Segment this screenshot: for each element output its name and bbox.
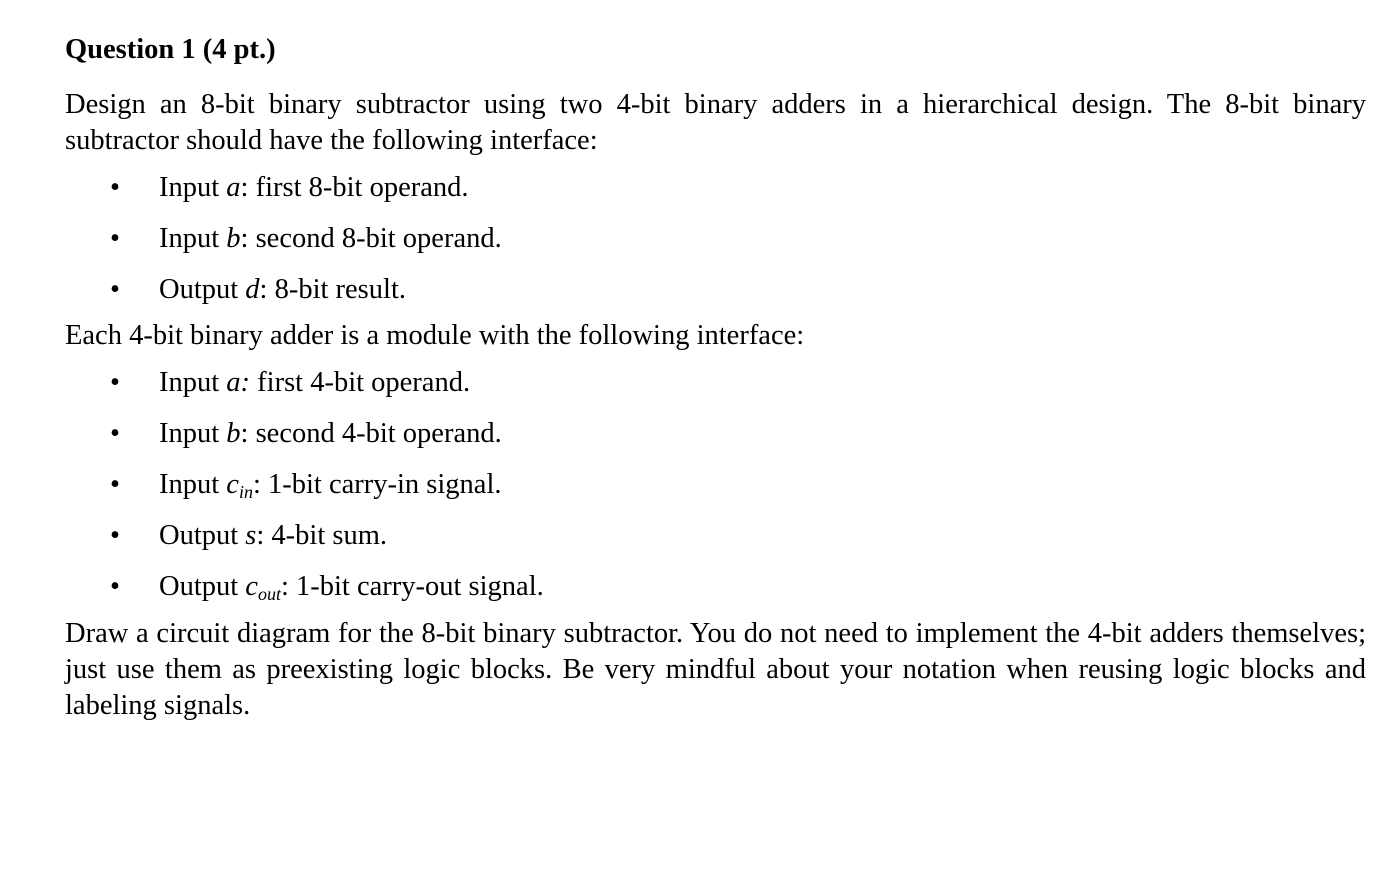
bullet-glyph: • xyxy=(110,571,120,602)
signal-subscript: in xyxy=(238,482,253,502)
list-item: • Output $c_{out}$: 1-bit carry-out signal. xyxy=(65,567,1366,607)
list-item: • Input b: second 4-bit operand. xyxy=(65,414,1366,465)
list-item: • Input $c_{in}$: 1-bit carry-in signal. xyxy=(65,465,1366,516)
question-document xyxy=(65,30,1366,724)
bullet-glyph: • xyxy=(110,223,120,254)
signal-name: a: xyxy=(226,367,251,398)
list-item: • Input a: first 8-bit operand. xyxy=(65,168,1366,219)
bullet-glyph: • xyxy=(110,367,120,398)
signal-subscript: out xyxy=(257,584,281,604)
closing-paragraph: Draw a circuit diagram for the 8-bit binary subtractor. You do not need to implement the 4-bit adders themselves; just use them as preexisting logic blocks. Be very mindful about your notation when reusing logic blocks and labeling signals. xyxy=(65,618,1366,721)
list-item: • Output s: 4-bit sum. xyxy=(65,516,1366,567)
signal-name: s xyxy=(245,520,257,551)
list-item: • Output d: 8-bit result. xyxy=(65,270,1366,310)
bullet-glyph: • xyxy=(110,520,120,551)
signal-name: c xyxy=(245,571,258,602)
bullet-glyph: • xyxy=(110,469,120,500)
subtractor-interface-list xyxy=(65,168,1366,310)
bullet-glyph: • xyxy=(110,274,120,305)
signal-name: c xyxy=(226,469,239,500)
signal-name: b xyxy=(226,418,241,449)
question-title: Question 1 (4 pt.) xyxy=(65,34,276,65)
list-item: • Input b: second 8-bit operand. xyxy=(65,219,1366,270)
adder-intro-paragraph: Each 4-bit binary adder is a module with the following interface: xyxy=(65,320,805,351)
list-item: • Input a: first 4-bit operand. xyxy=(65,363,1366,414)
signal-name: d xyxy=(245,274,260,305)
adder-interface-list xyxy=(65,363,1366,607)
bullet-glyph: • xyxy=(110,418,120,449)
intro-paragraph: Design an 8-bit binary subtractor using two 4-bit binary adders in a hierarchical design. The 8-bit binary subtractor should have the following interface: xyxy=(65,89,1366,156)
bullet-glyph: • xyxy=(110,172,120,203)
signal-name: a xyxy=(226,172,241,203)
signal-name: b xyxy=(226,223,241,254)
